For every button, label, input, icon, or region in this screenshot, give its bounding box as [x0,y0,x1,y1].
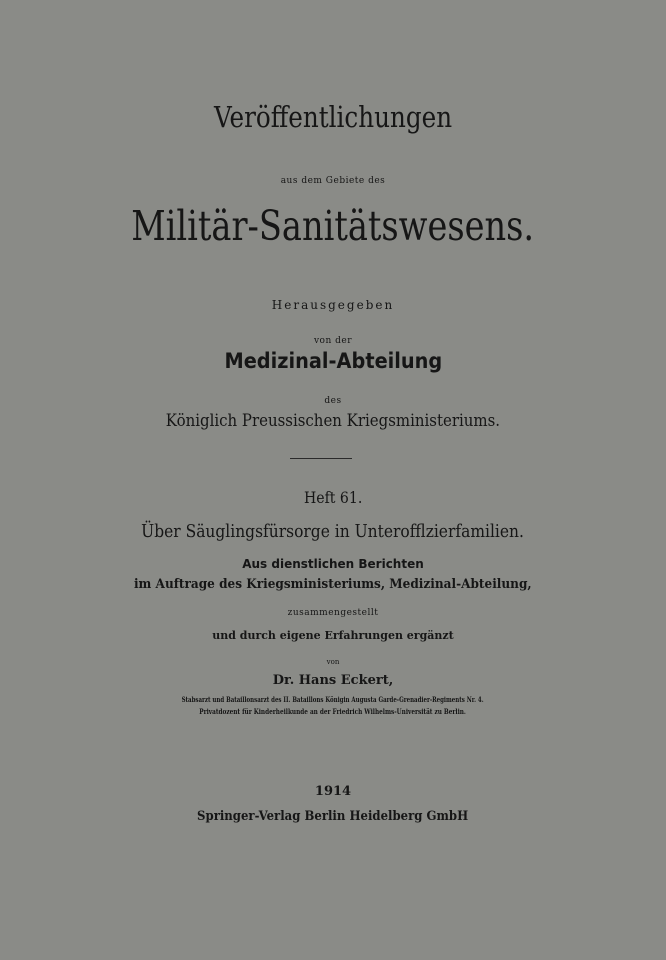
editor-von-line [0,328,666,347]
editor-des-line [0,388,666,407]
author-position-2-line [0,699,666,718]
series-main-title: Militär-Sanitätswesens. [131,202,535,250]
series-main-line [0,202,666,250]
editor-ministry-line [0,411,666,431]
work-title-line [0,521,666,542]
editor-von: von der [313,336,353,346]
author-position-1: Stabsarzt und Bataillonsarzt des II. Bataillons Königin Augusta Garde-Grenadier-Regiments Nr. 4. [181,695,485,704]
author-name: Dr. Hans Eckert, [272,673,394,688]
source-line-1 [0,553,666,572]
supplemented-line [0,624,666,643]
series-subtitle: aus dem Gebiete des [280,176,386,186]
editor-dept-line [0,349,666,373]
issue-number: Heft 61. [303,488,363,507]
year-line [0,780,666,799]
editor-des: des [324,396,342,406]
author-position-2: Privatdozent für Kinderheilkunde an der Friedrich Wilhelms-Universität zu Berlin. [199,707,467,716]
source-text-1: Aus dienstlichen Berichten [242,557,424,571]
publisher-name: Springer-Verlag Berlin Heidelberg GmbH [197,809,469,824]
divider-rule [290,458,352,459]
supplemented-text: und durch eigene Erfahrungen ergänzt [212,629,454,642]
editor-department: Medizinal-Abteilung [224,349,442,373]
compiled-line [0,600,666,619]
source-text-2: im Auftrage des Kriegsministeriums, Medizinal-Abteilung, [134,577,532,592]
editor-ministry: Königlich Preussischen Kriegsministeriums. [165,411,501,431]
by-text: von [326,658,340,666]
source-line-2 [0,573,666,592]
publication-year: 1914 [314,784,352,799]
issue-line [0,488,666,507]
compiled-text: zusammengestellt [287,608,379,618]
work-title: Über Säuglingsfürsorge in Unterofflzierfamilien. [141,521,525,542]
series-title: Veröffentlichungen [213,100,453,134]
author-line [0,669,666,688]
publisher-line [0,805,666,824]
series-title-line [0,100,666,134]
editor-intro-line [0,294,666,313]
by-line [0,649,666,668]
editor-intro: Herausgegeben [271,298,395,312]
series-sub-line [0,168,666,187]
